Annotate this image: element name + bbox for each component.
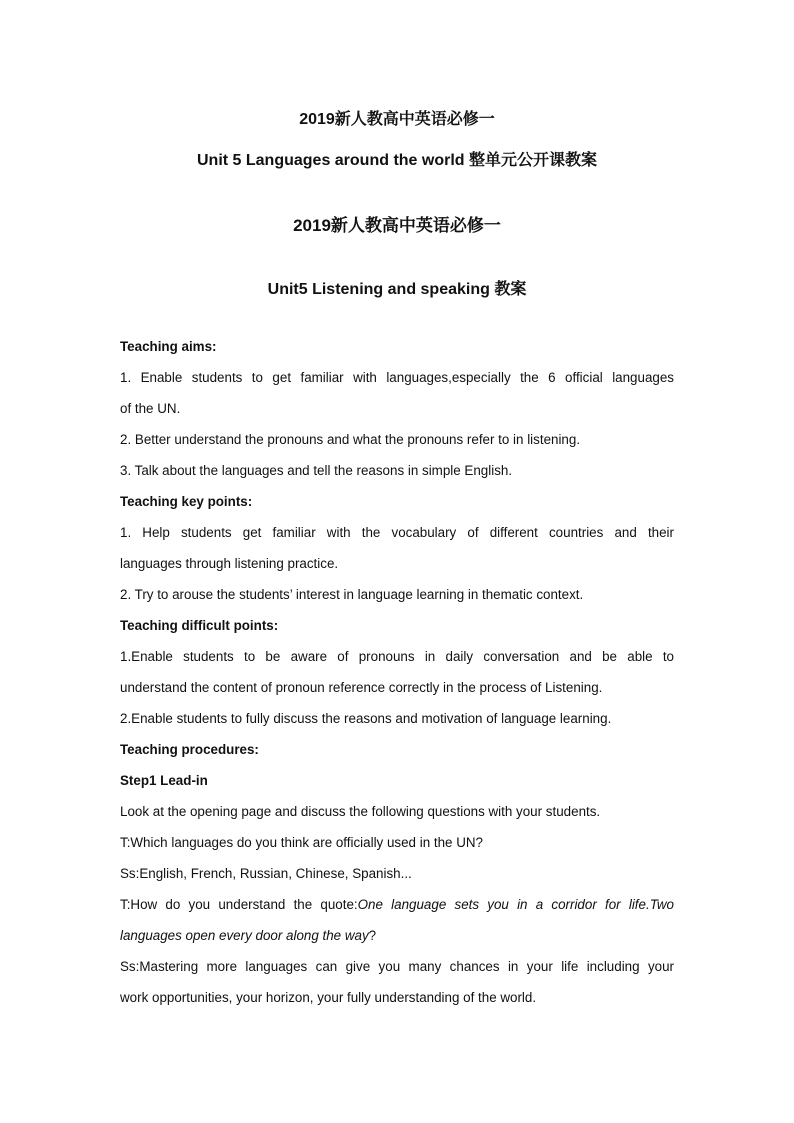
section-title: 2019新人教高中英语必修一 [293, 216, 501, 235]
lesson-title: Unit5 Listening and speaking 教案 [267, 281, 527, 298]
answer-1: Ss:English, French, Russian, Chinese, Spanish... [120, 866, 412, 881]
question-2-suffix: ? [368, 928, 377, 943]
teaching-aims-heading: Teaching aims: [120, 339, 217, 354]
difficult-point-1-line-1: 1.Enable students to be aware of pronouns in daily conversation and be able to [120, 649, 674, 664]
quote-part-2: languages open every door along the way [120, 928, 369, 943]
aim-2: 2. Better understand the pronouns and what the pronouns refer to in listening. [120, 432, 581, 447]
quote-part-1: One language sets you in a corridor for life.Two [357, 897, 674, 912]
question-2-line-1 [120, 889, 674, 920]
lesson-body [120, 331, 674, 1013]
question-2-line-2 [120, 920, 674, 951]
difficult-point-1-line-2: understand the content of pronoun reference correctly in the process of Listening. [120, 680, 603, 695]
question-2-prefix: T:How do you understand the quote: [120, 897, 358, 912]
document-title: 2019新人教高中英语必修一 [299, 111, 495, 128]
step1-heading: Step1 Lead-in [120, 773, 208, 788]
aim-1-line-1: 1. Enable students to get familiar with languages,especially the 6 official languages [120, 370, 674, 385]
aim-3: 3. Talk about the languages and tell the reasons in simple English. [120, 463, 513, 478]
difficult-point-2: 2.Enable students to fully discuss the reasons and motivation of language learning. [120, 711, 612, 726]
key-points-heading: Teaching key points: [120, 494, 253, 509]
key-point-1-line-1: 1. Help students get familiar with the vocabulary of different countries and their [120, 525, 674, 540]
difficult-points-heading: Teaching difficult points: [120, 618, 279, 633]
key-point-2: 2. Try to arouse the students’ interest in language learning in thematic context. [120, 587, 584, 602]
document-subtitle: Unit 5 Languages around the world 整单元公开课教案 [196, 152, 598, 169]
key-point-1-line-2: languages through listening practice. [120, 556, 339, 571]
procedures-heading: Teaching procedures: [120, 742, 259, 757]
answer-2-line-2: work opportunities, your horizon, your fully understanding of the world. [120, 990, 537, 1005]
procedures-intro: Look at the opening page and discuss the following questions with your students. [120, 804, 601, 819]
question-1: T:Which languages do you think are officially used in the UN? [120, 835, 483, 850]
answer-2-line-1: Ss:Mastering more languages can give you many chances in your life including your [120, 959, 674, 974]
aim-1-line-2: of the UN. [120, 401, 181, 416]
